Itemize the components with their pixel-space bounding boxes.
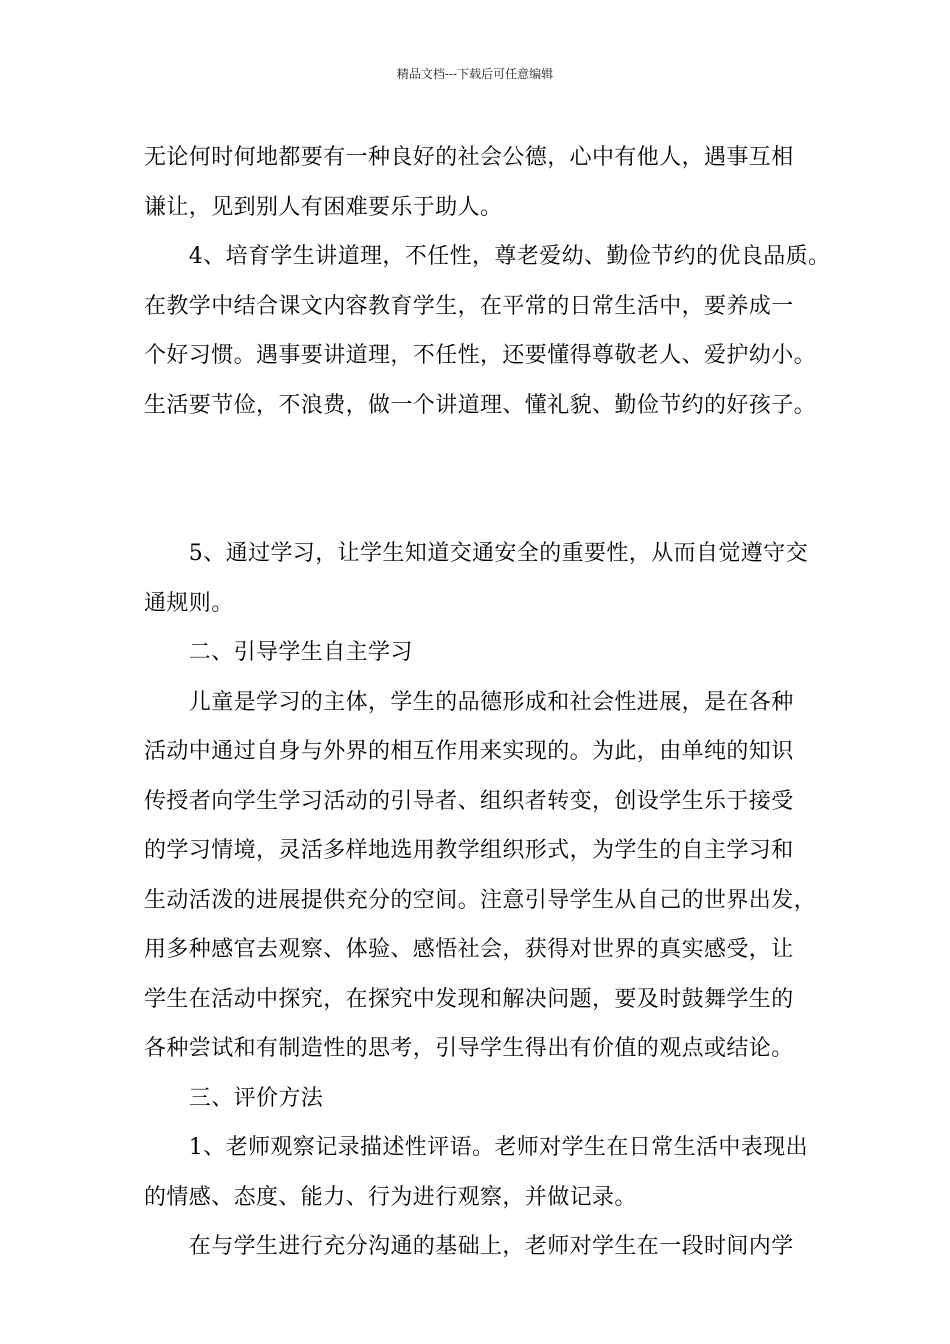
- text-line: 的学习情境，灵活多样地选用教学组织形式，为学生的自主学习和: [144, 838, 794, 863]
- text-line: 活动中通过自身与外界的相互作用来实现的。为此，由单纯的知识: [144, 739, 794, 764]
- paragraph-gap: [144, 430, 816, 529]
- document-body: [144, 133, 831, 1272]
- text-line: 学生在活动中探究，在探究中发现和解决问题，要及时鼓舞学生的: [144, 986, 794, 1012]
- text-line: 个好习惯。遇事要讲道理，不任性，还要懂得尊敬老人、爱护幼小。: [144, 343, 817, 368]
- text-line: 生动活泼的进展提供充分的空间。注意引导学生从自己的世界出发，: [144, 887, 817, 913]
- page-header: 精品文档---下载后可任意编辑: [396, 67, 554, 81]
- text-line: 无论何时何地都要有一种良好的社会公德，心中有他人，遇事互相: [144, 145, 794, 170]
- text-line: 5、通过学习，让学生知道交通安全的重要性，从而自觉遵守交: [144, 541, 808, 566]
- text-line: 生活要节俭，不浪费，做一个讲道理、懂礼貌、勤俭节约的好孩子。: [144, 392, 817, 418]
- text-line: 4、培育学生讲道理，不任性，尊老爱幼、勤俭节约的优良品质。: [144, 244, 831, 269]
- text-line: 用多种感官去观察、体验、感悟社会，获得对世界的真实感受，让: [144, 937, 794, 962]
- text-line: 1、老师观察记录描述性评语。老师对学生在日常生活中表现出: [144, 1135, 808, 1160]
- text-line: 传授者向学生学习活动的引导者、组织者转变，创设学生乐于接受: [144, 788, 794, 814]
- text-line: 通规则。: [144, 590, 234, 616]
- text-line: 儿童是学习的主体，学生的品德形成和社会性进展，是在各种: [144, 689, 794, 715]
- section-heading: 三、评价方法: [144, 1085, 324, 1111]
- text-line: 的情感、态度、能力、行为进行观察，并做记录。: [144, 1184, 637, 1210]
- text-line: 各种尝试和有制造性的思考，引导学生得出有价值的观点或结论。: [144, 1036, 794, 1061]
- text-line: 在教学中结合课文内容教育学生，在平常的日常生活中，要养成一: [144, 293, 794, 319]
- text-line: 谦让，见到别人有困难要乐于助人。: [144, 194, 503, 220]
- text-line: 在与学生进行充分沟通的基础上，老师对学生在一段时间内学: [144, 1234, 794, 1259]
- section-heading: 二、引导学生自主学习: [144, 640, 413, 665]
